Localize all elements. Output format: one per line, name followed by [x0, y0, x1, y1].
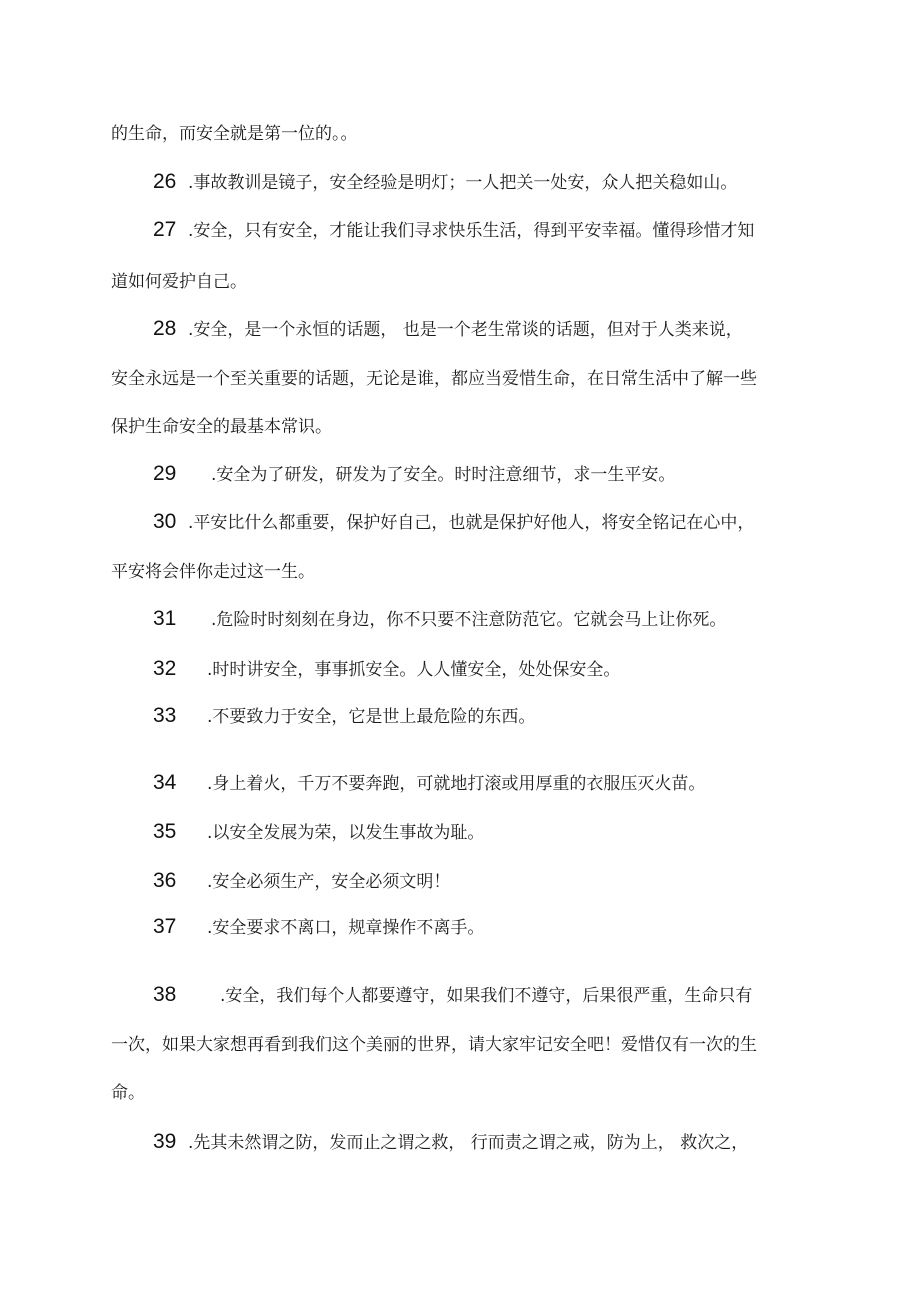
- item-number: 30: [153, 510, 177, 533]
- item-text: 一次，如果大家想再看到我们这个美丽的世界，请大家牢记安全吧！爱惜仅有一次的生: [111, 1035, 757, 1055]
- item-text: 保护生命安全的最基本常识。: [111, 417, 332, 437]
- item-number: 38: [153, 983, 177, 1006]
- item-number: 39: [153, 1130, 177, 1153]
- item-number: 33: [153, 704, 177, 727]
- item-text: .安全为了研发，研发为了安全。时时注意细节，求一生平安。: [211, 465, 676, 485]
- item-number: 32: [153, 657, 177, 680]
- item-text: 安全永远是一个至关重要的话题，无论是谁，都应当爱惜生命，在日常生活中了解一些: [111, 369, 757, 389]
- item-number: 37: [153, 915, 177, 938]
- item-text: 平安将会伴你走过这一生。: [111, 562, 315, 582]
- item-text: 道如何爱护自己。: [111, 272, 247, 292]
- item-text: .安全要求不离口，规章操作不离手。: [207, 918, 485, 938]
- item-text: .安全，只有安全，才能让我们寻求快乐生活，得到平安幸福。懂得珍惜才知: [188, 221, 755, 241]
- item-text: .危险时时刻刻在身边，你不只要不注意防范它。它就会马上让你死。: [211, 610, 727, 630]
- item-number: 35: [153, 820, 177, 843]
- item-text: .先其未然谓之防，发而止之谓之救， 行而责之谓之戒，防为上， 救次之，: [188, 1133, 749, 1153]
- item-number: 34: [153, 771, 177, 794]
- item-text: .安全，是一个永恒的话题， 也是一个老生常谈的话题，但对于人类来说，: [188, 320, 743, 340]
- item-text: .身上着火，千万不要奔跑，可就地打滚或用厚重的衣服压灭火苗。: [207, 774, 706, 794]
- item-text: 命。: [111, 1083, 145, 1103]
- item-text: .平安比什么都重要，保护好自己，也就是保护好他人，将安全铭记在心中，: [188, 513, 755, 533]
- item-number: 28: [153, 317, 177, 340]
- item-number: 27: [153, 218, 177, 241]
- item-text: .以安全发展为荣，以发生事故为耻。: [207, 823, 485, 843]
- item-text: .不要致力于安全，它是世上最危险的东西。: [207, 707, 536, 727]
- item-number: 36: [153, 869, 177, 892]
- item-text: .时时讲安全，事事抓安全。人人懂安全，处处保安全。: [207, 660, 621, 680]
- item-text: .事故教训是镜子，安全经验是明灯；一人把关一处安，众人把关稳如山。: [188, 173, 738, 193]
- item-number: 26: [153, 170, 177, 193]
- item-number: 31: [153, 607, 177, 630]
- item-text: .安全必须生产，安全必须文明！: [207, 872, 451, 892]
- item-number: 29: [153, 462, 177, 485]
- continuation-line: 的生命，而安全就是第一位的。。: [111, 124, 358, 144]
- item-text: .安全，我们每个人都要遵守，如果我们不遵守，后果很严重，生命只有: [220, 986, 753, 1006]
